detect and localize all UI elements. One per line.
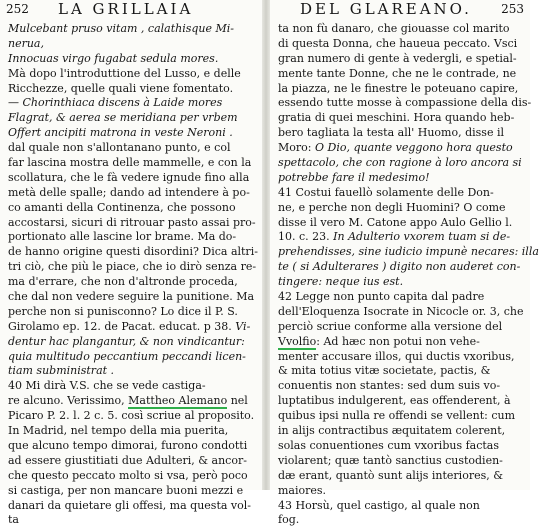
text-line <box>0 126 262 141</box>
line-text: : Ad hæc non potui non vehe- <box>316 334 480 348</box>
line-text: accostarsi, sicuri di ritrouar pasto assai pro- <box>8 215 256 229</box>
text-line <box>0 409 262 424</box>
text-line <box>270 67 530 82</box>
line-text: disse il vero M. Catone appo Aulo Gellio l. <box>278 215 513 229</box>
line-text: Girolamo ep. 12. de Pacat. educat. p 38. <box>8 319 236 333</box>
text-line <box>270 141 530 156</box>
text-line <box>0 305 262 320</box>
left-running-title: LA GRILLAIA <box>58 0 194 18</box>
line-text: te ( si Adulterares ) digito non auderet con- <box>278 260 521 274</box>
line-text: Mulcebant pruso vitam , calathisque Mi- <box>8 22 235 35</box>
line-text: che questo peccato molto si vsa, però poco <box>8 468 248 482</box>
line-text: potrebbe fare il medesimo! <box>278 170 430 184</box>
highlighted-name: Vvolfio <box>278 334 317 348</box>
line-text: Innocuas virgo fugabat sedula mores. <box>8 51 219 65</box>
line-text: bero tagliata la testa all' Huomo, disse il <box>278 126 504 140</box>
text-line <box>0 230 262 245</box>
text-line <box>0 67 262 82</box>
text-line <box>270 216 530 231</box>
text-line <box>270 111 530 126</box>
right-running-title: DEL GLAREANO. <box>300 0 472 18</box>
text-line <box>0 439 262 454</box>
line-text: — Chorinthiaca discens à Laide mores <box>8 96 223 110</box>
line-text: 43 Horsù, quel castigo, al quale non <box>278 498 480 512</box>
line-text: de hanno origine questi disordini? Dica altri- <box>8 245 258 259</box>
line-text: scollatura, che le fà vedere ignude fino alla <box>8 170 250 184</box>
text-line <box>0 186 262 201</box>
text-line <box>0 424 262 439</box>
line-text: 40 Mi dirà V.S. che se vede castiga- <box>8 379 206 393</box>
text-line <box>270 320 530 335</box>
line-text: Ricchezze, quelle quali viene fomentato. <box>8 81 234 95</box>
highlighted-name: Mattheo Alemano <box>128 394 228 408</box>
text-line <box>270 424 530 439</box>
line-text: re alcuno. Verissimo, <box>8 394 129 408</box>
line-text: dell'Eloquenza Isocrate in Nicocle or. 3, che <box>278 304 524 318</box>
line-text: tri ciò, che più le piace, che io dirò senza re- <box>8 260 257 274</box>
line-text: O Dio, quante veggono hora questo <box>314 141 513 155</box>
text-line <box>0 469 262 484</box>
text-line <box>270 82 530 97</box>
text-line <box>0 499 262 514</box>
line-text: maiores. <box>278 483 327 497</box>
text-line <box>0 290 262 305</box>
line-text: Mà dopo l'introduttione del Lusso, e delle <box>8 66 241 80</box>
text-line <box>0 364 262 379</box>
line-text: si castiga, per non mancare buoni mezzi e <box>8 483 244 497</box>
text-line <box>270 260 530 275</box>
line-text: ne, e perche non degli Huomini? O come <box>278 200 506 214</box>
text-line <box>0 394 262 409</box>
line-text: dal quale non s'allontanano punto, e col <box>8 141 231 155</box>
line-text: Flagrat, & aerea se meridiana per vrbem <box>8 111 238 125</box>
line-text: 42 Legge non punto capita dal padre <box>278 290 485 304</box>
line-text: conuentis non stantes: sed dum suis vo- <box>278 379 501 393</box>
text-line <box>0 275 262 290</box>
text-line <box>270 230 530 245</box>
line-text: quibus ipsi nulla re offendi se vellent: cum <box>278 409 516 423</box>
text-line <box>270 439 530 454</box>
left-page-header <box>0 0 262 22</box>
text-line <box>0 350 262 365</box>
line-text: in alijs contractibus æquitatem colerent, <box>278 424 506 438</box>
text-line <box>0 82 262 97</box>
line-text: ma d'errare, che non d'altronde proceda, <box>8 275 238 289</box>
text-line <box>270 52 530 67</box>
line-text: Offert ancipiti matrona in veste Neroni . <box>8 126 233 140</box>
text-line <box>0 141 262 156</box>
text-line <box>0 335 262 350</box>
line-text: Picaro P. 2. l. 2 c. 5. così scriue al proposito. <box>8 409 255 423</box>
line-text: di questa Donna, che haueua peccato. Vsci <box>278 36 518 50</box>
line-text: gratia di quei meschini. Hora quando heb- <box>278 111 515 125</box>
text-line <box>0 201 262 216</box>
line-text: essendo tutte mosse à compassione della dis- <box>278 96 532 110</box>
text-line <box>270 290 530 305</box>
text-line <box>270 409 530 424</box>
text-line <box>270 469 530 484</box>
line-text: prehendisses, sine iudicio impunè necares: illa <box>278 245 539 259</box>
line-text: ad essere giustitiati due Adulteri, & ancor- <box>8 453 247 467</box>
text-line <box>0 111 262 126</box>
text-line <box>0 379 262 394</box>
text-line <box>270 126 530 141</box>
line-text: quia multitudo peccantium peccandi licen- <box>8 349 246 363</box>
text-line <box>270 22 530 37</box>
line-text: solas conuentiones cum vxoribus factas <box>278 438 499 452</box>
line-text: & mita totius vitæ societate, pactis, & <box>278 364 491 378</box>
text-line <box>0 37 262 52</box>
text-line <box>0 320 262 335</box>
line-text: ta non fù danaro, che giouasse col marito <box>278 22 510 35</box>
text-line <box>270 245 539 260</box>
left-text-block <box>0 22 262 528</box>
line-text: luptatibus indulgerent, eas offenderent, à <box>278 394 511 408</box>
line-text: portionato alle lascine lor brame. Ma do- <box>8 230 237 244</box>
line-text: fog. <box>278 513 300 527</box>
line-text: che dal non vedere seguire la punitione. Ma <box>8 290 255 304</box>
text-line <box>270 379 530 394</box>
line-text: 41 Costui fauellò solamente delle Don- <box>278 185 494 199</box>
text-line <box>0 52 262 67</box>
text-line <box>0 96 262 111</box>
right-text-block <box>270 22 539 528</box>
line-text: perche non si punisconno? Lo dice il P. S. <box>8 304 238 318</box>
text-line <box>270 335 530 350</box>
text-line <box>0 171 262 186</box>
text-line <box>270 156 530 171</box>
text-line <box>270 484 530 499</box>
text-line <box>270 96 530 111</box>
text-line <box>270 364 530 379</box>
line-text: perciò scriue conforme alla versione del <box>278 319 503 333</box>
line-text: nel <box>227 394 248 408</box>
text-line <box>270 275 530 290</box>
text-line <box>0 156 262 171</box>
line-text: far lascina mostra delle mammelle, e con la <box>8 156 252 170</box>
text-line <box>0 513 262 528</box>
text-line <box>0 22 262 37</box>
line-text: danari da quietare gli offesi, ma questa vol- <box>8 498 251 512</box>
text-line <box>0 260 262 275</box>
line-text: mente tante Donne, che ne le contrade, ne <box>278 66 517 80</box>
line-text: spettacolo, che con ragione à loro ancora si <box>278 156 522 170</box>
line-text: Vi- <box>235 319 251 333</box>
text-line <box>270 305 530 320</box>
text-line <box>270 454 530 469</box>
line-text: dæ erant, quantò sunt alijs interiores, & <box>278 468 504 482</box>
line-text: menter accusare illos, qui ductis vxoribus, <box>278 349 515 363</box>
line-text: co amanti della Continenza, che possono <box>8 200 236 214</box>
text-line <box>270 394 530 409</box>
book-gutter <box>262 0 270 490</box>
text-line <box>0 245 262 260</box>
text-line <box>270 186 530 201</box>
line-text: 10. c. 23. <box>278 230 334 244</box>
text-line <box>0 216 262 231</box>
left-page <box>0 0 262 527</box>
text-line <box>0 484 262 499</box>
line-text: In Adulterio vxorem tuam si de- <box>333 230 511 244</box>
line-text: nerua, <box>8 36 44 50</box>
text-line <box>270 201 530 216</box>
line-text: Moro: <box>278 141 315 155</box>
text-line <box>270 350 530 365</box>
left-page-number: 252 <box>6 2 29 16</box>
right-page <box>270 0 539 527</box>
line-text: violarent; quæ tantò sanctius custodien- <box>278 453 503 467</box>
line-text: dentur hac plangantur, & non vindicantur: <box>8 334 245 348</box>
right-page-header <box>270 0 530 22</box>
text-line <box>0 454 262 469</box>
line-text: que alcuno tempo dimorai, furono condotti <box>8 438 248 452</box>
line-text: gran numero di gente à vedergli, e spetial- <box>278 51 517 65</box>
line-text: metà delle spalle; dando ad intendere à po- <box>8 185 250 199</box>
line-text: ta <box>8 513 19 527</box>
right-page-number: 253 <box>501 2 524 16</box>
text-line <box>270 499 530 514</box>
text-line <box>270 513 530 528</box>
line-text: In Madrid, nel tempo della mia puerita, <box>8 424 229 438</box>
text-line <box>270 37 530 52</box>
line-text: la piazza, ne le finestre le poteuano capire, <box>278 81 519 95</box>
line-text: tingere: neque ius est. <box>278 275 404 289</box>
line-text: tiam subministrat . <box>8 364 115 378</box>
text-line <box>270 171 530 186</box>
